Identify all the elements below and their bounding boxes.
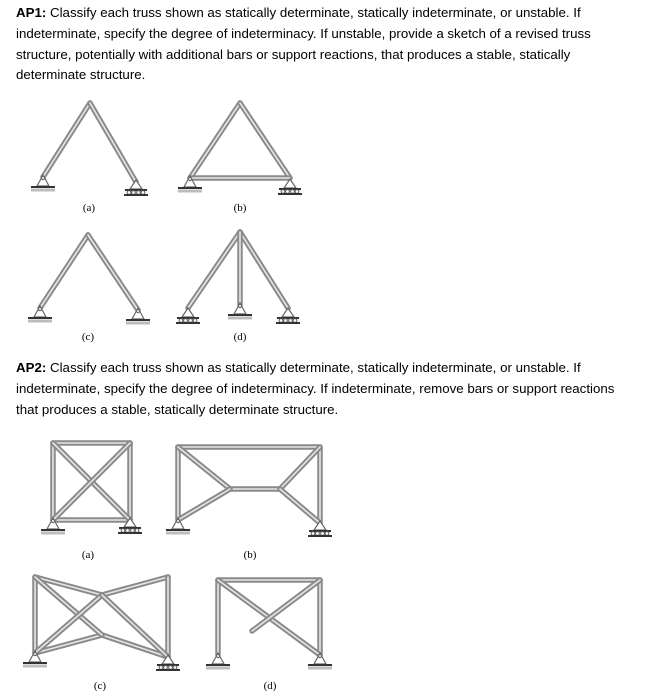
roller-wheel-icon bbox=[311, 532, 315, 536]
roller-wheel-icon bbox=[141, 191, 145, 195]
problem-label: AP1: bbox=[16, 5, 47, 20]
roller-wheel-icon bbox=[293, 319, 297, 323]
problem-ap1 bbox=[16, 3, 640, 86]
roller-support-icon bbox=[282, 308, 294, 317]
ap2-truss-drawings bbox=[23, 443, 332, 670]
figure-caption-d: (d) bbox=[263, 680, 277, 692]
roller-support-icon bbox=[130, 180, 142, 189]
roller-wheel-icon bbox=[179, 319, 183, 323]
ap1-truss-figures bbox=[0, 90, 650, 352]
truss-member-highlight bbox=[188, 232, 240, 308]
roller-wheel-icon bbox=[193, 319, 197, 323]
problem-statement: Classify each truss shown as statically determinate, statically indeterminate, or unstable. If indeterminate, specify the degree of indeterminacy. If indeterminate, remove bars or support reactions that produces a stable, statically determinate structure. bbox=[16, 360, 615, 417]
truss-member-highlight bbox=[102, 577, 168, 595]
roller-wheel-icon bbox=[284, 319, 288, 323]
pin-icon bbox=[41, 176, 44, 179]
truss-member-highlight bbox=[280, 447, 320, 489]
roller-wheel-icon bbox=[131, 529, 135, 533]
truss-member-highlight bbox=[40, 235, 88, 308]
pin-icon bbox=[33, 652, 36, 655]
truss-member-highlight bbox=[178, 447, 230, 489]
problem-statement: Classify each truss shown as statically determinate, statically indeterminate, or unstable. If indeterminate, specify the degree of indeterminacy. If unstable, provide a sketch of a revised truss structure, potentially with additional bars or support reactions, that produces a stable, statically determinate structure. bbox=[16, 5, 591, 83]
figure-caption-a: (a) bbox=[82, 202, 96, 214]
truss-member-highlight bbox=[240, 103, 290, 178]
figure-caption-c: (c) bbox=[93, 680, 107, 692]
roller-wheel-icon bbox=[121, 529, 125, 533]
roller-wheel-icon bbox=[132, 191, 136, 195]
roller-wheel-icon bbox=[137, 191, 141, 195]
ap2-truss-figures bbox=[0, 425, 650, 698]
roller-wheel-icon bbox=[291, 190, 295, 194]
roller-wheel-icon bbox=[169, 666, 173, 670]
roller-wheel-icon bbox=[279, 319, 283, 323]
roller-wheel-icon bbox=[159, 666, 163, 670]
truss-member-highlight bbox=[43, 103, 90, 177]
truss-member-highlight bbox=[88, 235, 138, 310]
roller-wheel-icon bbox=[321, 532, 325, 536]
roller-support-icon bbox=[182, 308, 194, 317]
roller-wheel-icon bbox=[189, 319, 193, 323]
roller-wheel-icon bbox=[295, 190, 299, 194]
roller-wheel-icon bbox=[126, 529, 130, 533]
roller-wheel-icon bbox=[184, 319, 188, 323]
ap1-truss-drawings bbox=[28, 103, 302, 323]
truss-member-highlight bbox=[178, 489, 230, 520]
roller-wheel-icon bbox=[127, 191, 131, 195]
figure-caption-b: (b) bbox=[233, 202, 247, 214]
figure-caption-b: (b) bbox=[243, 549, 257, 561]
figure-caption-a: (a) bbox=[81, 549, 95, 561]
roller-wheel-icon bbox=[316, 532, 320, 536]
truss-member-highlight bbox=[190, 103, 240, 178]
pin-icon bbox=[188, 177, 191, 180]
roller-wheel-icon bbox=[281, 190, 285, 194]
truss-member-highlight bbox=[280, 489, 320, 523]
roller-wheel-icon bbox=[286, 190, 290, 194]
roller-wheel-icon bbox=[135, 529, 139, 533]
pin-icon bbox=[238, 304, 241, 307]
roller-wheel-icon bbox=[164, 666, 168, 670]
pin-icon bbox=[51, 519, 54, 522]
problem-ap2 bbox=[16, 358, 640, 420]
roller-wheel-icon bbox=[325, 532, 329, 536]
pin-icon bbox=[176, 519, 179, 522]
roller-wheel-icon bbox=[289, 319, 293, 323]
pin-icon bbox=[38, 307, 41, 310]
roller-wheel-icon bbox=[173, 666, 177, 670]
figure-caption-d: (d) bbox=[233, 331, 247, 343]
pin-icon bbox=[136, 309, 139, 312]
truss-member-highlight bbox=[252, 580, 320, 631]
figure-caption-c: (c) bbox=[81, 331, 95, 343]
truss-member-highlight bbox=[240, 232, 288, 308]
pin-icon bbox=[216, 654, 219, 657]
problem-label: AP2: bbox=[16, 360, 47, 375]
truss-member-highlight bbox=[90, 103, 136, 182]
pin-icon bbox=[318, 654, 321, 657]
